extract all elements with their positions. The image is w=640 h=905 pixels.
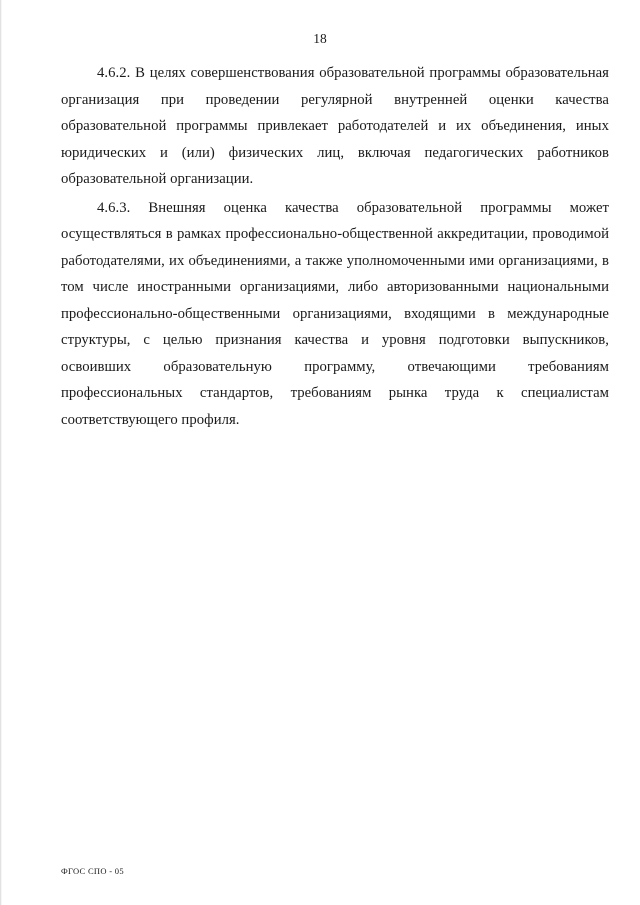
footer-standard-code: ФГОС СПО - 05 <box>61 866 124 876</box>
document-body <box>61 60 609 435</box>
paragraph-4-6-2: 4.6.2. В целях совершенствования образовательной программы образовательная организация при проведении регулярной внутренней оценки качества образовательной программы привлекает работодателей и их объединения, иных юридических и (или) физических лиц, включая педагогических работников образовательной организации. <box>61 65 609 187</box>
paragraph-4-6-3: 4.6.3. Внешняя оценка качества образовательной программы может осуществляться в рамках профессионально-общественной аккредитации, проводимой работодателями, их объединениями, а также уполномоченными ими организациями, в том числе иностранными организациями, либо авторизованными национальными профессионально-общественными организациями, входящими в международные структуры, с целью признания качества и уровня подготовки выпускников, освоивших образовательную программу, отвечающими требованиям профессиональных стандартов, требованиям рынка труда к специалистам соответствующего профиля. <box>61 199 609 428</box>
page-edge <box>0 0 2 905</box>
page-number: 18 <box>313 31 327 46</box>
